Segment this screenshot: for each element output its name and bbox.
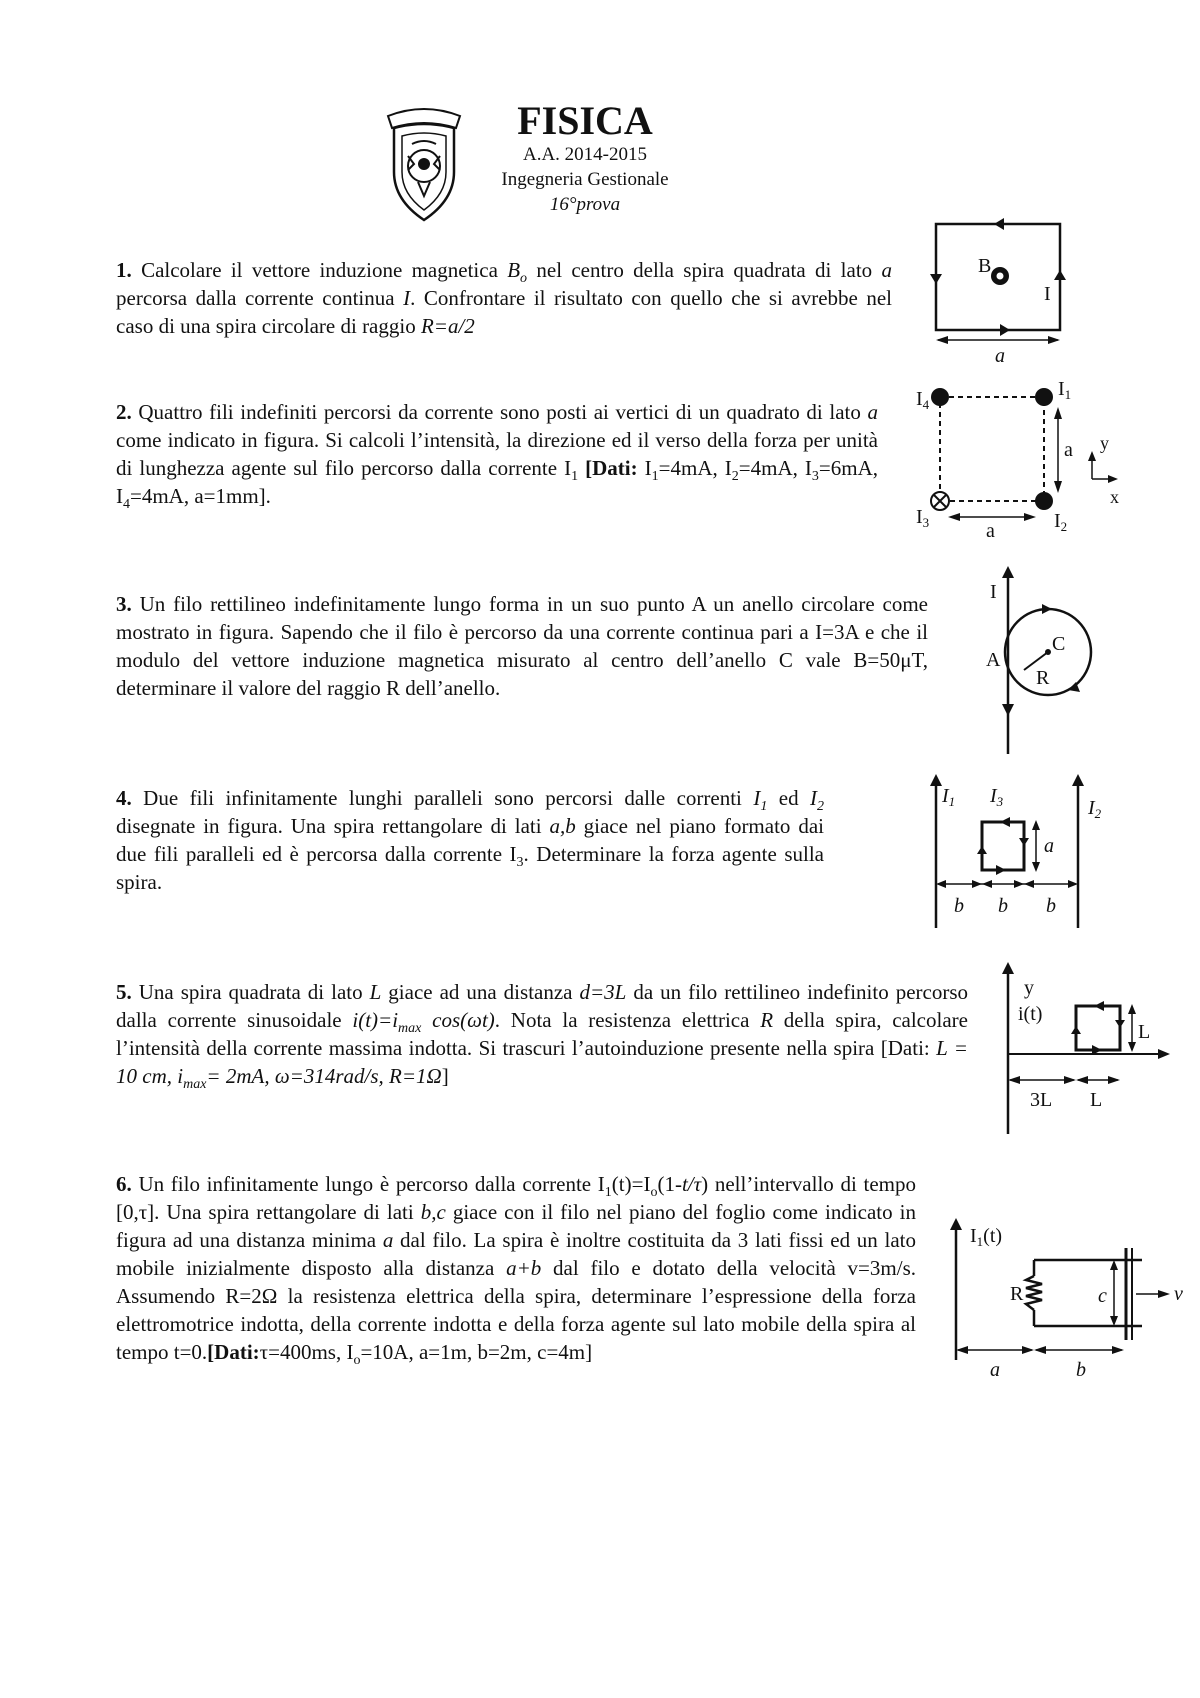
problem-text-segment: I [810, 786, 817, 810]
svg-text:I3: $I_3$ [916, 506, 930, 530]
problem-text-segment: Calcolare il vettore induzione magnetica [131, 258, 508, 282]
fig6-b-label: b [1076, 1359, 1086, 1381]
fig6-r-label: R [1010, 1283, 1024, 1305]
problem-text-segment: t/τ [681, 1172, 702, 1196]
problem-text-segment: giace nel piano formato dai due fili paralleli ed è percorsa dalla corrente I [116, 814, 824, 866]
svg-text:I4: $I_4$ [916, 388, 930, 412]
fig6-a-label: a [990, 1359, 1000, 1381]
problem-6 [116, 1170, 917, 1369]
problem-text-segment: Due fili infinitamente lunghi paralleli sono percorsi dalle correnti [131, 786, 754, 810]
document-header [470, 100, 700, 217]
fig2-x-axis: x [1110, 487, 1119, 507]
svg-text:I3: $I_3$ [990, 785, 1004, 809]
problem-number: 2. [116, 400, 132, 424]
problem-text-segment: I [637, 456, 652, 480]
fig4-a-label: a [1044, 835, 1054, 857]
fig5-l1-label: L [1138, 1021, 1151, 1043]
problem-number: 3. [116, 592, 132, 616]
problem-text-segment: B [507, 258, 521, 282]
problem-text-segment: nel centro della spira quadrata di lato [527, 258, 882, 282]
problem-text-segment: o [353, 1353, 361, 1369]
problem-text-segment: R=a/2 [420, 314, 475, 338]
problem-text-segment: =4mA, I [658, 456, 732, 480]
fig5-l2-label: L [1090, 1089, 1103, 1111]
problem-text-segment: disegnate in figura. Una spira rettangolare di lati [116, 814, 550, 838]
fig3-a-label: A [986, 649, 1001, 671]
problem-3 [116, 590, 928, 702]
problem-text-segment: I [403, 286, 411, 310]
problem-text-segment: 1 [651, 469, 659, 485]
problem-text-segment: 1 [760, 799, 768, 815]
problem-text-segment: o [650, 1185, 658, 1201]
problem-text-segment: d=3L [579, 980, 627, 1004]
problem-text-segment: . Confrontare il risultato con quello che si avrebbe nel caso di una spira circolare di raggio [116, 286, 892, 338]
fig5-it-label: i(t) [1018, 1003, 1043, 1025]
svg-text:I1(t): $I_1(t)$ [970, 1225, 1003, 1249]
problem-text-segment: della spira, calcolare l’intensità della corrente massima indotta. Si trascuri l’autoinduzione presente nella spira [Dati: [116, 1008, 968, 1060]
problem-text-segment: τ=400ms, I [259, 1340, 354, 1364]
fig4-b1-label: b [954, 895, 964, 917]
problem-number: 4. [116, 786, 132, 810]
problem-text-segment: a [867, 400, 878, 424]
problem-text-segment: da un filo rettilineo indefinito percorso dalla corrente sinusoidale [116, 980, 969, 1032]
problem-text-segment: 3 [516, 855, 524, 871]
problem-text-segment: a [382, 1228, 394, 1252]
fig1-b-label: B [978, 255, 992, 277]
problem-text-segment: 3 [811, 469, 819, 485]
academic-year: A.A. 2014-2015 [522, 144, 648, 165]
problem-text-segment: percorsa dalla corrente continua [116, 286, 404, 310]
problem-text-segment: i(t)=i [352, 1008, 399, 1032]
problem-5 [116, 978, 969, 1093]
fig5-d-label: 3L [1030, 1089, 1053, 1111]
document-title: FISICA [517, 98, 653, 143]
university-logo-icon [384, 104, 464, 224]
fig1-a-label: a [995, 345, 1005, 367]
problem-text-segment: Una spira quadrata di lato [131, 980, 370, 1004]
figure-moving-bar [946, 1212, 1186, 1382]
problem-text-segment: (1- [657, 1172, 682, 1196]
problem-text-segment: come indicato in figura. Si calcoli l’intensità, la direzione ed il verso della forza per unità di lunghezza agente sul filo percorso dalla corrente I [116, 428, 878, 480]
problem-text-segment: 4 [123, 497, 130, 513]
problem-text-segment: =4mA, a=1mm]. [130, 484, 271, 508]
fig5-y-label: y [1024, 977, 1034, 999]
figure-two-wires-loop [920, 770, 1120, 932]
problem-text-segment: [Dati: [207, 1340, 260, 1364]
problem-number: 1. [116, 258, 132, 282]
problem-text-segment: . Nota la resistenza elettrica [494, 1008, 761, 1032]
figure-square-loop [920, 210, 1080, 370]
problem-text-segment: R [760, 1008, 774, 1032]
figure-four-wires [900, 375, 1130, 545]
problem-4 [116, 784, 824, 896]
svg-text:I2: $I_2$ [1054, 510, 1068, 534]
problem-text-segment: [Dati: [585, 456, 638, 480]
problem-text-segment: a [881, 258, 892, 282]
fig2-a-bottom: a [986, 520, 995, 542]
problem-number: 5. [116, 980, 132, 1004]
problem-text-segment: giace ad una distanza [381, 980, 580, 1004]
svg-text:I1: $I_1$ [1058, 378, 1072, 402]
problem-text-segment: a+b [506, 1256, 542, 1280]
problem-number: 6. [116, 1172, 132, 1196]
test-number: 16°prova [549, 194, 621, 215]
problem-text-segment: ) nell’intervallo di tempo [0,τ]. Una spira rettangolare di lati [116, 1172, 916, 1224]
problem-text-segment: L = 10 cm, i [116, 1036, 968, 1088]
problem-text-segment: dal filo e dotato della velocità v=3m/s. Assumendo R=2Ω la resistenza elettrica della spira, determinare l’espressione della forza elettromotrice indotta, della corrente indotta e della forza agente sul lato mobile della spira al tempo t=0. [116, 1256, 916, 1364]
course-name: Ingegneria Gestionale [501, 169, 669, 190]
fig4-b3-label: b [1046, 895, 1056, 917]
problem-text-segment: 2 [817, 799, 824, 815]
problem-text-segment: ] [441, 1064, 449, 1088]
fig3-i-label: I [990, 581, 997, 603]
problem-text-segment: ed [767, 786, 810, 810]
fig3-c-label: C [1052, 633, 1066, 655]
problem-text-segment: L [369, 980, 382, 1004]
problem-text-segment: =4mA, I [738, 456, 812, 480]
problem-text-segment: dal filo. La spira è inoltre costituita da 3 lati fissi ed un lato mobile inizialmente disposto alla distanza [116, 1228, 917, 1280]
fig3-r-label: R [1036, 667, 1050, 689]
problem-text-segment: Un filo rettilineo indefinitamente lungo forma in un suo punto A un anello circolare come mostrato in figura. Sapendo che il filo è percorso da una corrente continua pari a I=3A e che il modulo del vettore induzione magnetica misurato al centro dell’anello C vale B=50μT, determinare il valore del raggio R dell’anello. [116, 592, 928, 700]
problem-text-segment: 1 [571, 469, 579, 485]
problem-text-segment: . Determinare la forza agente sulla spira. [116, 842, 824, 894]
fig2-a-side: a [1064, 439, 1073, 461]
problem-text-segment: Quattro fili indefiniti percorsi da corrente sono posti ai vertici di un quadrato di lato [131, 400, 868, 424]
problem-1 [116, 256, 892, 340]
fig2-y-axis: y [1100, 433, 1109, 453]
problem-text-segment: max [398, 1021, 422, 1037]
problem-text-segment: (t)=I [611, 1172, 651, 1196]
problem-text-segment: cos(ωt) [421, 1008, 495, 1032]
figure-wire-ring [984, 566, 1124, 756]
problem-text-segment: Un filo infinitamente lungo è percorso dalla corrente I [131, 1172, 605, 1196]
problem-text-segment: 2 [731, 469, 739, 485]
problem-text-segment: a,b [549, 814, 576, 838]
problem-text-segment: o [520, 271, 528, 287]
fig6-c-label: c [1098, 1285, 1107, 1307]
problem-text-segment: I [753, 786, 761, 810]
problem-text-segment: =10A, a=1m, b=2m, c=4m] [360, 1340, 593, 1364]
fig4-b2-label: b [998, 895, 1008, 917]
problem-text-segment: 1 [604, 1185, 612, 1201]
svg-text:I2: $I_2$ [1088, 797, 1102, 821]
problem-text-segment: = 2mA, ω=314rad/s, R=1Ω [206, 1064, 442, 1088]
problem-text-segment: max [183, 1077, 207, 1093]
problem-2 [116, 398, 878, 513]
problem-text-segment: giace con il filo nel piano del foglio come indicato in figura ad una distanza minima [116, 1200, 916, 1252]
fig1-i-label: I [1044, 283, 1051, 305]
svg-text:I1: $I_1$ [942, 785, 956, 809]
problem-text-segment: =6mA, I [116, 456, 878, 508]
fig6-v-label: v [1174, 1283, 1183, 1305]
problem-text-segment: b,c [420, 1200, 446, 1224]
figure-wire-square-loop [994, 958, 1174, 1138]
